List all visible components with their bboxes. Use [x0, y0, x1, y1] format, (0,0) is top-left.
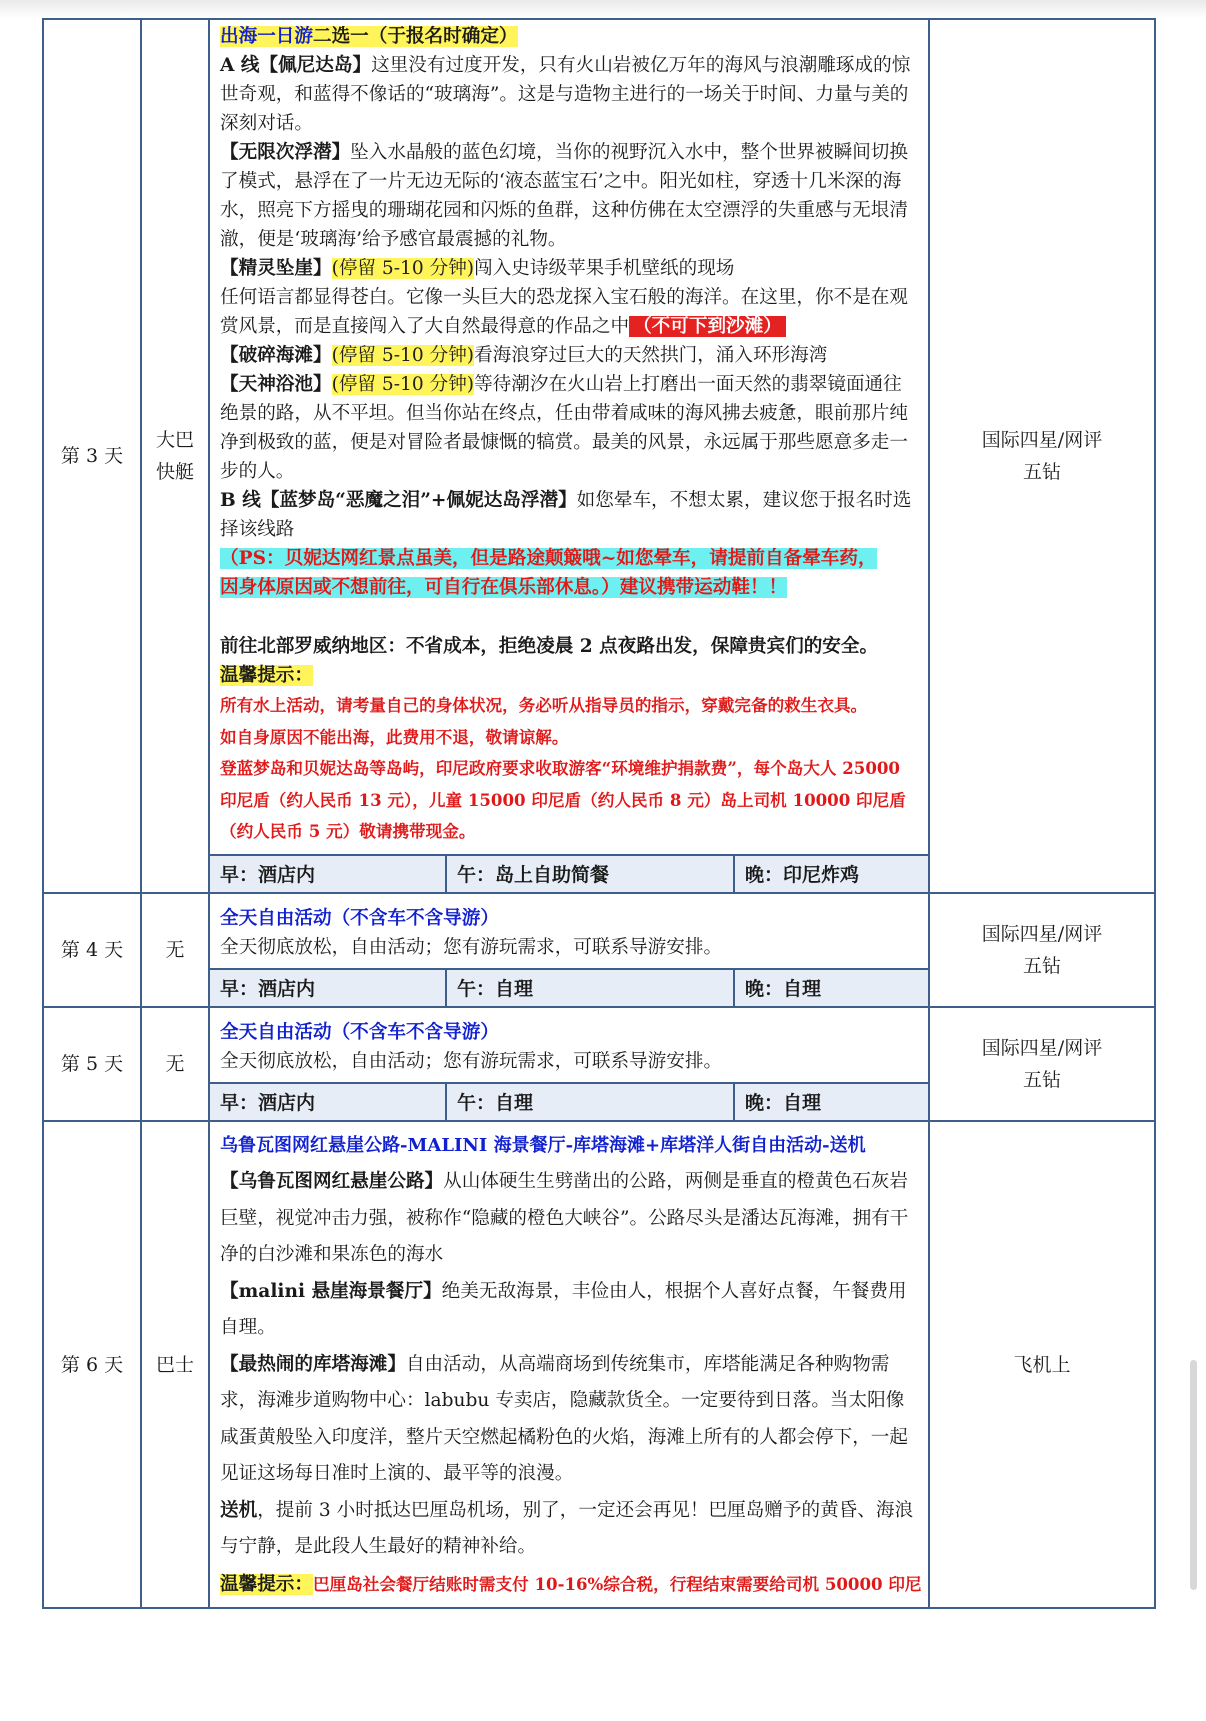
- stay-duration-badge: (停留 5-10 分钟): [331, 345, 475, 366]
- itinerary-row-day5: [43, 1007, 1155, 1121]
- day-description: 全天彻底放松，自由活动；您有游玩需求，可联系导游安排。: [220, 1050, 723, 1072]
- stay-duration-badge: (停留 5-10 分钟): [331, 258, 475, 279]
- itinerary-row-day4: [43, 893, 1155, 1007]
- transport-cell: [141, 19, 209, 893]
- itinerary-row-day6: [43, 1121, 1155, 1609]
- snorkel-item: 【无限次浮潜】坠入水晶般的蓝色幻境，当你的视野沉入水中，整个世界被瞬间切换了模式，悬浮在了一片无边无际的‘液态蓝宝石’之中。阳光如柱，穿透十几米深的海水，照亮下方摇曳的珊瑚花园和闪烁的鱼群，这种仿佛在太空漂浮的失重感与无垠清澈，便是‘玻璃海’给予感官最震撼的礼物。: [220, 142, 908, 250]
- page-top-edge: [0, 0, 1206, 18]
- warning-badge: （不可下到沙滩）: [629, 316, 786, 337]
- tips-label: 温馨提示：: [220, 665, 313, 686]
- hotel-cell: 国际四星/网评 五钻: [929, 1007, 1155, 1121]
- day-cell: 第 4 天: [43, 893, 141, 1007]
- spacer: [220, 602, 918, 632]
- north-route-note: 前往北部罗威纳地区：不省成本，拒绝凌晨 2 点夜路出发，保障贵宾们的安全。: [220, 636, 879, 657]
- kuta-item: 【最热闹的库塔海滩】自由活动，从高端商场到传统集市，库塔能满足各种购物需求，海滩步道购物中心：labubu 专卖店，隐藏款货全。一定要待到日落。当太阳像咸蛋黄般坠入印度洋，整片天空燃起橘粉色的火焰，海滩上所有的人都会停下，一起见证这场每日准时上演的、最平等的浪漫。: [220, 1353, 908, 1485]
- meal-breakfast: 早：酒店内: [210, 1083, 446, 1120]
- tips-item: [220, 1566, 922, 1604]
- day-cell: 第 3 天: [43, 19, 141, 893]
- tip-water-safety: 所有水上活动，请考量自己的身体状况，务必听从指导员的指示，穿戴完备的救生衣具。: [220, 695, 868, 715]
- hotel-cell: 国际四星/网评 五钻: [929, 19, 1155, 893]
- meal-lunch: 午：自理: [446, 1083, 734, 1120]
- tips-text: 巴厘岛社会餐厅结账时需支付 10-16%综合税，行程结束需要给司机 50000 印尼: [312, 1573, 922, 1594]
- kelingking-detail: 任何语言都显得苍白。它像一头巨大的恐龙探入宝石般的海洋。在这里，你不是在观赏风景，而是直接闯入了大自然最得意的作品之中 （不可下到沙滩）: [220, 287, 908, 337]
- transport-cell: 无: [141, 1007, 209, 1121]
- content-cell: [209, 893, 929, 1007]
- hotel-cell: 国际四星/网评 五钻: [929, 893, 1155, 1007]
- day-cell: 第 5 天: [43, 1007, 141, 1121]
- line-b: B 线【蓝梦岛“恶魔之泪”+佩妮达岛浮潜】如您晕车，不想太累，建议您于报名时选择该线路: [220, 490, 912, 540]
- ps-note: （PS：贝妮达网红景点虽美，但是路途颠簸哦~如您晕车，请提前自备晕车药，: [220, 548, 877, 569]
- meals-row: [210, 1082, 928, 1120]
- content-cell: [209, 19, 929, 893]
- transport-cell: 巴士: [141, 1121, 209, 1609]
- transport-bus: 大巴: [155, 428, 194, 451]
- meal-dinner: 晚：印尼炸鸡: [734, 855, 928, 892]
- airport-transfer-item: 送机，提前 3 小时抵达巴厘岛机场，别了，一定还会再见！巴厘岛赠予的黄昏、海浪与宁静，是此段人生最好的精神补给。: [220, 1499, 914, 1558]
- day-title: 出海一日游二选一（于报名时确定）: [220, 26, 518, 47]
- hotel-cell: 飞机上: [929, 1121, 1155, 1609]
- malini-item: 【malini 悬崖海景餐厅】绝美无敌海景，丰俭由人，根据个人喜好点餐，午餐费用自理。: [220, 1280, 907, 1339]
- meal-breakfast: 早：酒店内: [210, 969, 446, 1006]
- meal-breakfast: 早：酒店内: [210, 855, 446, 892]
- line-a: A 线【佩尼达岛】这里没有过度开发，只有火山岩被亿万年的海风与浪潮雕琢成的惊世奇观，和蓝得不像话的“玻璃海”。这是与造物主进行的一场关于时间、力量与美的深刻对话。: [220, 55, 911, 134]
- meals-row: [210, 854, 928, 892]
- content-cell: [209, 1121, 929, 1609]
- angel-billabong-item: 【天神浴池】(停留 5-10 分钟)等待潮汐在火山岩上打磨出一面天然的翡翠镜面通往绝景的路，从不平坦。但当你站在终点，任由带着咸味的海风拂去疲惫，眼前那片纯净到极致的蓝，便是对冒险者最慷慨的犒赏。最美的风景，永远属于那些愿意多走一步的人。: [220, 374, 908, 482]
- day-cell: 第 6 天: [43, 1121, 141, 1609]
- content-cell: [209, 1007, 929, 1121]
- day-title: 全天自由活动（不含车不含导游）: [220, 1021, 499, 1043]
- meals-row: [210, 968, 928, 1006]
- meal-dinner: 晚：自理: [734, 1083, 928, 1120]
- meal-lunch: 午：自理: [446, 969, 734, 1006]
- tip-environment-fee: 登蓝梦岛和贝妮达岛等岛屿，印尼政府要求收取游客“环境维护捐款费”，每个岛大人 25000 印尼盾（约人民币 13 元），儿童 15000 印尼盾（约人民币 8 元）岛上司机 10000 印尼盾（约人民币 5 元）敬请携带现金。: [220, 758, 906, 842]
- broken-beach-item: 【破碎海滩】(停留 5-10 分钟)看海浪穿过巨大的天然拱门，涌入环形海湾: [220, 345, 828, 366]
- stay-duration-badge: (停留 5-10 分钟): [331, 374, 475, 395]
- cliff-road-item: 【乌鲁瓦图网红悬崖公路】从山体硬生生劈凿出的公路，两侧是垂直的橙黄色石灰岩巨壁，视觉冲击力强，被称作“隐藏的橙色大峡谷”。公路尽头是潘达瓦海滩，拥有干净的白沙滩和果冻色的海水: [220, 1171, 909, 1266]
- tip-no-refund: 如自身原因不能出海，此费用不退，敬请谅解。: [220, 726, 569, 747]
- tips-label: 温馨提示：: [220, 1573, 313, 1595]
- transport-speedboat: 快艇: [155, 460, 194, 483]
- meal-lunch: 午：岛上自助简餐: [446, 855, 734, 892]
- kelingking-item: 【精灵坠崖】(停留 5-10 分钟)闯入史诗级苹果手机壁纸的现场: [220, 258, 735, 279]
- meal-dinner: 晚：自理: [734, 969, 928, 1006]
- ps-note-2: 因身体原因或不想前往，可自行在俱乐部休息。）建议携带运动鞋！！: [220, 577, 788, 598]
- day-title: 全天自由活动（不含车不含导游）: [220, 907, 499, 929]
- itinerary-row-day3: [43, 19, 1155, 893]
- scrollbar-thumb[interactable]: [1190, 1360, 1197, 1590]
- transport-cell: 无: [141, 893, 209, 1007]
- day-title: 乌鲁瓦图网红悬崖公路-MALINI 海景餐厅-库塔海滩+库塔洋人街自由活动-送机: [220, 1134, 866, 1156]
- itinerary-table: [42, 18, 1156, 1609]
- day-description: 全天彻底放松，自由活动；您有游玩需求，可联系导游安排。: [220, 936, 723, 958]
